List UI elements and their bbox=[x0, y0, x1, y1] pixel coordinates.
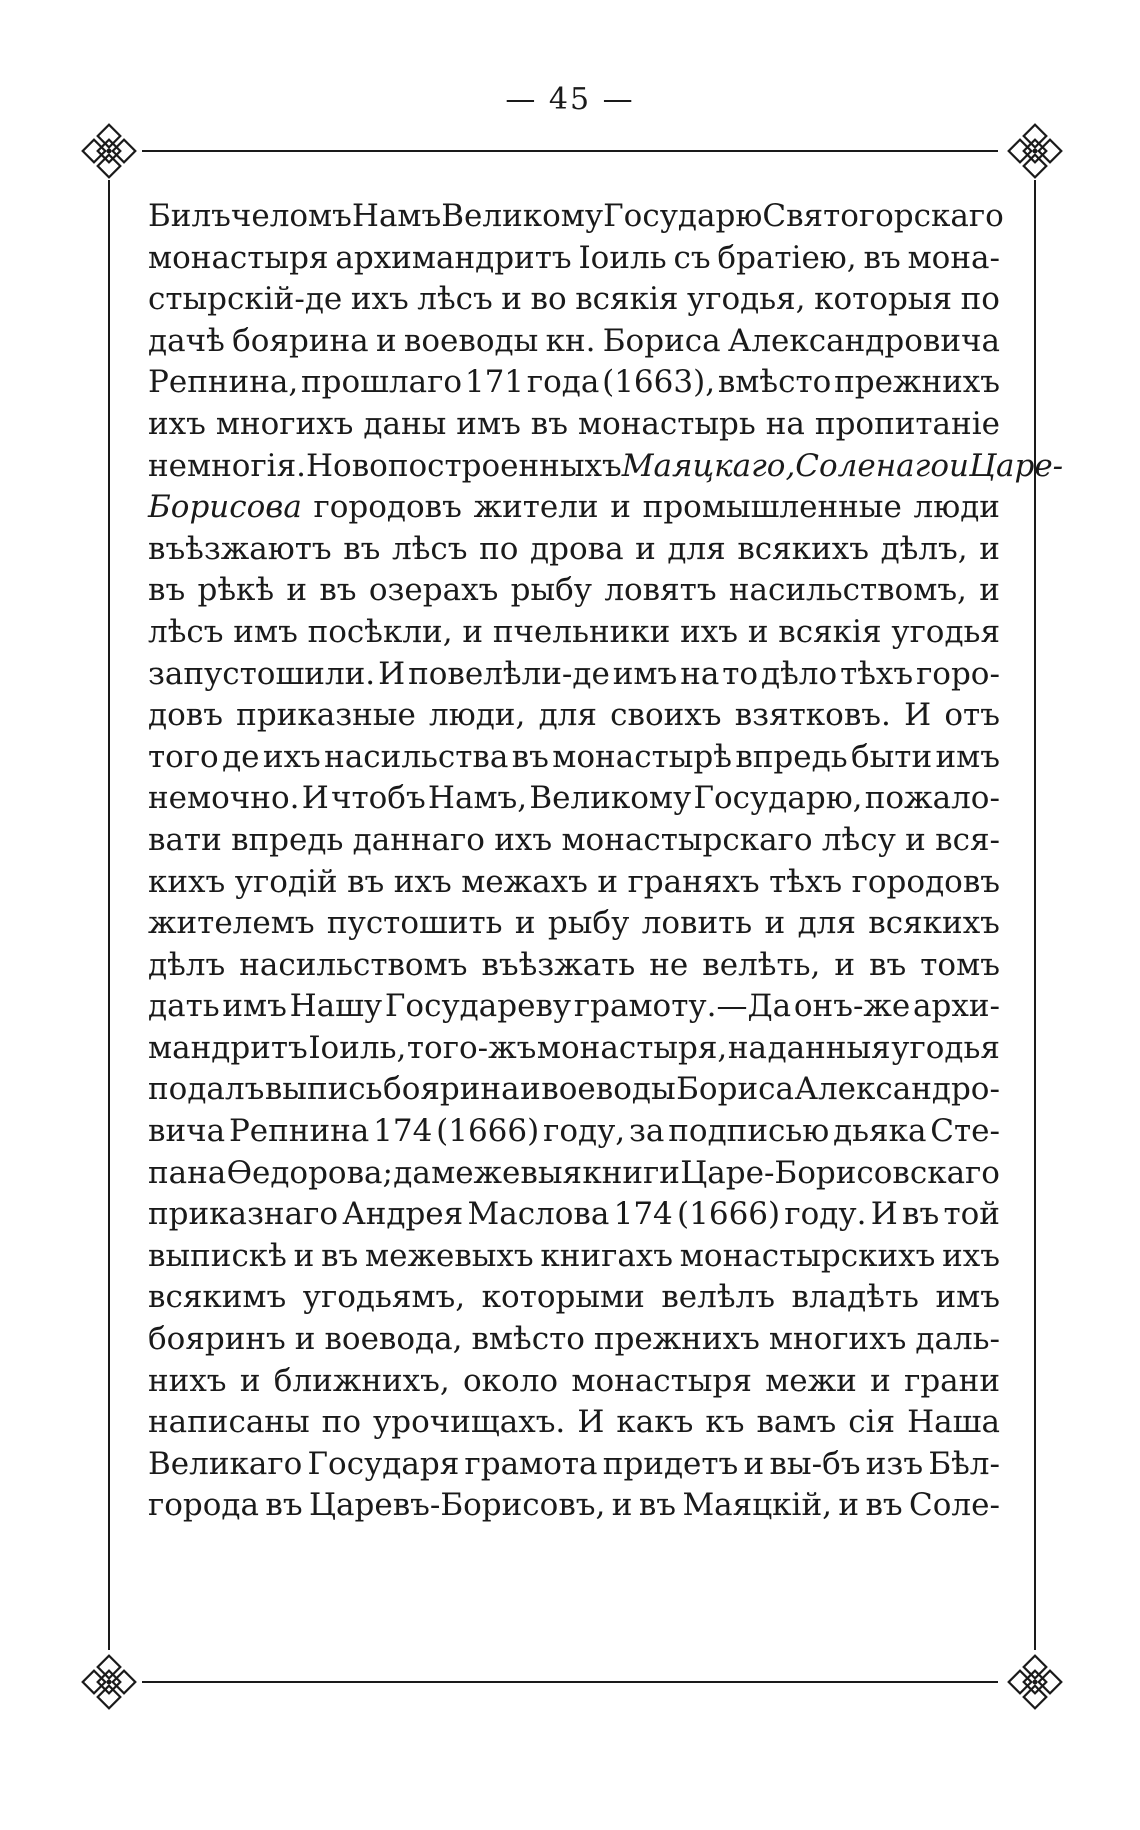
text-word: Царе- bbox=[968, 447, 1064, 484]
text-word: всякихъ bbox=[868, 905, 1000, 942]
text-word: ближнихъ, bbox=[273, 1362, 450, 1399]
text-word: рѣкѣ bbox=[197, 572, 275, 609]
text-word: 171 bbox=[464, 364, 525, 401]
text-word: имъ bbox=[456, 405, 521, 442]
text-word: и bbox=[635, 530, 656, 567]
text-line bbox=[148, 529, 1000, 571]
text-word: Бориса bbox=[676, 1071, 794, 1108]
text-word: многихъ bbox=[215, 405, 354, 442]
text-line bbox=[148, 487, 1000, 529]
text-word: тѣхъ bbox=[840, 655, 914, 692]
text-word: межевыхъ bbox=[365, 1237, 534, 1274]
text-word: дрова bbox=[530, 530, 624, 567]
text-word: грамота bbox=[464, 1445, 598, 1482]
text-word: и bbox=[375, 322, 397, 359]
text-word: вы-бъ bbox=[769, 1445, 861, 1482]
text-line bbox=[148, 654, 1000, 696]
text-word: вмѣсто bbox=[471, 1321, 585, 1358]
text-line bbox=[148, 362, 1000, 404]
text-word: прежнихъ bbox=[834, 364, 1000, 401]
text-word: во bbox=[530, 281, 567, 318]
text-word: ихъ bbox=[494, 821, 553, 858]
text-word: и bbox=[743, 1445, 765, 1482]
text-word: и bbox=[834, 946, 856, 983]
text-word: своихъ bbox=[610, 697, 722, 734]
text-line bbox=[148, 1028, 1000, 1070]
text-word: и bbox=[905, 821, 926, 858]
text-word: году. bbox=[784, 1196, 867, 1233]
text-word: Ѳедорова; bbox=[226, 1154, 393, 1191]
text-word: томъ bbox=[920, 946, 1000, 983]
text-word: въѣзжать bbox=[481, 946, 636, 983]
text-line bbox=[148, 1069, 1000, 1111]
text-word: той bbox=[943, 1196, 1000, 1233]
text-word: Іоиль bbox=[578, 239, 667, 276]
text-word: И bbox=[870, 1196, 898, 1233]
text-word: Борисова bbox=[148, 489, 302, 526]
text-word: и bbox=[611, 1487, 633, 1524]
text-word: монастырскаго bbox=[561, 821, 813, 858]
text-word: взятковъ. bbox=[734, 697, 891, 734]
text-word: да bbox=[393, 1154, 431, 1191]
frame-rule-bottom bbox=[142, 1681, 998, 1683]
text-word: того bbox=[148, 738, 219, 775]
text-word: Новопостроенныхъ bbox=[306, 447, 622, 484]
text-word: дачѣ bbox=[148, 322, 225, 359]
text-word: И bbox=[301, 780, 329, 817]
text-word: и bbox=[294, 1321, 316, 1358]
text-word: книгахъ bbox=[540, 1237, 674, 1274]
frame-rule-top bbox=[142, 150, 998, 152]
text-word: Репнина, bbox=[148, 364, 299, 401]
text-word: городовъ bbox=[851, 863, 1000, 900]
body-text bbox=[148, 196, 1064, 1527]
text-word: сія bbox=[848, 1404, 896, 1441]
text-word: грани bbox=[904, 1362, 1000, 1399]
text-word: угодья, bbox=[687, 281, 806, 318]
page-number: — 45 — bbox=[505, 82, 635, 117]
text-line bbox=[148, 778, 1000, 820]
text-word: приказные bbox=[236, 697, 416, 734]
text-word: стырскій-де bbox=[148, 281, 343, 318]
text-word: ихъ bbox=[393, 863, 452, 900]
text-word: даль- bbox=[915, 1321, 1000, 1358]
text-word: подалъ bbox=[148, 1071, 265, 1108]
text-word: и bbox=[764, 905, 786, 942]
text-word: для bbox=[667, 530, 726, 567]
text-word: лѣсу bbox=[821, 821, 896, 858]
text-word: Іоиль, bbox=[308, 1029, 407, 1066]
text-word: Маяцкаго, bbox=[621, 447, 796, 484]
corner-ornament-icon bbox=[1000, 1647, 1070, 1717]
text-word: вича bbox=[148, 1113, 226, 1150]
text-word: впредь bbox=[231, 821, 344, 858]
text-word: архи- bbox=[913, 988, 1000, 1025]
text-word: кихъ bbox=[148, 863, 226, 900]
text-word: И bbox=[904, 697, 932, 734]
text-word: довъ bbox=[148, 697, 223, 734]
text-word: мона- bbox=[907, 239, 1000, 276]
text-word: которыми bbox=[481, 1279, 645, 1316]
text-word: велѣлъ bbox=[661, 1279, 775, 1316]
text-word: имъ bbox=[612, 655, 678, 692]
text-word: владѣть bbox=[791, 1279, 919, 1316]
text-word: и bbox=[286, 572, 308, 609]
text-line bbox=[148, 1236, 1000, 1278]
text-line bbox=[148, 1444, 1000, 1486]
text-word: и bbox=[462, 613, 484, 650]
text-word: въ bbox=[511, 738, 549, 775]
text-word: монастыря, bbox=[536, 1029, 728, 1066]
text-word: ихъ bbox=[148, 405, 206, 442]
text-word: Великаго bbox=[148, 1445, 303, 1482]
text-word: года bbox=[526, 364, 600, 401]
text-word: имъ bbox=[222, 988, 287, 1025]
text-word: ихъ bbox=[680, 613, 738, 650]
corner-ornament-icon bbox=[1000, 116, 1070, 186]
text-word: межахъ bbox=[461, 863, 588, 900]
text-word: для bbox=[538, 697, 597, 734]
text-word: и bbox=[747, 613, 769, 650]
text-word: на bbox=[765, 405, 805, 442]
text-word: рыбу bbox=[547, 905, 630, 942]
text-word: дѣло bbox=[761, 655, 838, 692]
text-word: приказнаго bbox=[148, 1196, 338, 1233]
text-word: кн. bbox=[545, 322, 596, 359]
text-word: насильствомъ, bbox=[728, 572, 967, 609]
text-word: имъ bbox=[233, 613, 298, 650]
text-word: данныя bbox=[767, 1029, 891, 1066]
text-word: Репнина bbox=[228, 1113, 370, 1150]
text-word: выпись bbox=[264, 1071, 383, 1108]
text-line bbox=[148, 404, 1000, 446]
text-word: нихъ bbox=[148, 1362, 227, 1399]
text-word: пропитаніе bbox=[814, 405, 1000, 442]
text-word: братіею, bbox=[717, 239, 857, 276]
text-word: (1663), bbox=[602, 364, 716, 401]
text-word: немногія. bbox=[148, 447, 307, 484]
text-word: лѣсъ bbox=[148, 613, 224, 650]
text-word: въ bbox=[319, 572, 357, 609]
text-word: Царевъ-Борисовъ, bbox=[308, 1487, 606, 1524]
text-word: Государя bbox=[307, 1445, 460, 1482]
text-word: промышленные bbox=[642, 489, 902, 526]
text-word: въ bbox=[530, 405, 568, 442]
text-word: въ bbox=[869, 946, 907, 983]
text-word: монастыря bbox=[148, 239, 329, 276]
text-word: воеводы bbox=[403, 322, 539, 359]
text-word: ихъ bbox=[262, 738, 321, 775]
text-line bbox=[148, 321, 1000, 363]
text-word: воевода, bbox=[324, 1321, 463, 1358]
text-word: по bbox=[321, 1404, 361, 1441]
text-line bbox=[148, 945, 1000, 987]
text-word: дѣлъ bbox=[148, 946, 226, 983]
text-word: 174 bbox=[373, 1113, 433, 1150]
text-word: Государю bbox=[603, 198, 763, 234]
text-word: челомъ bbox=[230, 198, 352, 234]
text-word: жителемъ bbox=[148, 905, 315, 942]
text-word: межи bbox=[765, 1362, 857, 1399]
text-word: изъ bbox=[865, 1445, 924, 1482]
text-word: и bbox=[949, 447, 969, 484]
text-word: ихъ bbox=[942, 1237, 1000, 1274]
text-word: монастырѣ bbox=[552, 738, 732, 775]
text-word: книги bbox=[582, 1154, 680, 1191]
text-word: Государю, bbox=[693, 780, 863, 817]
text-line bbox=[148, 612, 1000, 654]
text-line bbox=[148, 196, 1004, 238]
text-line bbox=[148, 570, 1000, 612]
text-word: всякимъ bbox=[148, 1279, 287, 1316]
text-word: межевыя bbox=[431, 1154, 583, 1191]
text-word: вмѣсто bbox=[717, 364, 832, 401]
text-word: по bbox=[960, 281, 1000, 318]
text-word: многихъ bbox=[768, 1321, 907, 1358]
text-word: боярина bbox=[232, 322, 369, 359]
text-line bbox=[148, 820, 1000, 862]
text-word: прежнихъ bbox=[593, 1321, 760, 1358]
text-word: Намъ bbox=[351, 198, 442, 234]
text-word: на bbox=[680, 655, 720, 692]
text-word: Соленаго bbox=[795, 447, 949, 484]
text-word: угодья bbox=[891, 613, 1000, 650]
text-word: угодій bbox=[234, 863, 338, 900]
text-word: И bbox=[378, 655, 406, 692]
text-word: онъ-же bbox=[793, 988, 911, 1025]
text-word: и bbox=[597, 863, 619, 900]
text-line bbox=[148, 862, 1000, 904]
frame-rule-left bbox=[108, 180, 110, 1650]
text-word: для bbox=[797, 905, 856, 942]
text-word: по bbox=[479, 530, 519, 567]
text-word: Александро- bbox=[794, 1071, 1000, 1108]
text-word: имъ bbox=[935, 1279, 1000, 1316]
text-word: лѣсъ bbox=[392, 530, 468, 567]
text-word: пожало- bbox=[864, 780, 1000, 817]
corner-ornament-icon bbox=[74, 116, 144, 186]
text-word: угодьямъ, bbox=[302, 1279, 466, 1316]
text-line bbox=[148, 1277, 1000, 1319]
text-line bbox=[148, 1319, 1000, 1361]
text-word: Соле- bbox=[909, 1487, 1000, 1524]
text-line bbox=[148, 1153, 1000, 1195]
text-word: и bbox=[979, 530, 1000, 567]
text-line bbox=[148, 695, 1000, 737]
text-word: Великому bbox=[529, 780, 692, 817]
text-word: около bbox=[463, 1362, 559, 1399]
text-word: написаны bbox=[148, 1404, 310, 1441]
text-word: 174 bbox=[613, 1196, 673, 1233]
text-word: впредь bbox=[735, 738, 848, 775]
text-word: въѣзжаютъ bbox=[148, 530, 332, 567]
text-word: за bbox=[629, 1113, 665, 1150]
text-word: и bbox=[610, 489, 631, 526]
text-word: Наша bbox=[907, 1404, 1000, 1441]
text-word: Нашу bbox=[289, 988, 383, 1025]
text-word: насильствомъ bbox=[239, 946, 468, 983]
text-word: бояринъ bbox=[148, 1321, 286, 1358]
text-word: въ bbox=[638, 1487, 677, 1524]
text-word: которыя bbox=[814, 281, 953, 318]
text-word: пана bbox=[148, 1154, 227, 1191]
text-word: Сте- bbox=[930, 1113, 1000, 1150]
text-line bbox=[148, 986, 1000, 1028]
text-word: всякихъ bbox=[737, 530, 869, 567]
text-word: насильства bbox=[324, 738, 509, 775]
text-word: горо- bbox=[916, 655, 1000, 692]
text-word: всякія bbox=[778, 613, 882, 650]
text-word: городовъ bbox=[313, 489, 462, 526]
text-word: то bbox=[722, 655, 759, 692]
text-line bbox=[148, 903, 1000, 945]
text-word: посѣкли, bbox=[307, 613, 453, 650]
text-word: пустошить bbox=[326, 905, 503, 942]
text-word: И bbox=[577, 1404, 605, 1441]
text-word: и bbox=[870, 1362, 891, 1399]
text-word: всякія bbox=[575, 281, 679, 318]
text-word: и bbox=[838, 1487, 860, 1524]
text-word: чтобъ bbox=[330, 780, 426, 817]
text-word: люди, bbox=[429, 697, 526, 734]
text-word: монастырскихъ bbox=[679, 1237, 936, 1274]
text-line bbox=[148, 737, 1000, 779]
text-word: дать bbox=[148, 988, 220, 1025]
text-word: люди bbox=[913, 489, 1000, 526]
text-word: урочищахъ. bbox=[373, 1404, 566, 1441]
text-word: придетъ bbox=[602, 1445, 739, 1482]
text-word: выпискѣ bbox=[148, 1237, 287, 1274]
text-line bbox=[148, 279, 1000, 321]
text-line bbox=[148, 238, 1000, 280]
text-word: озерахъ bbox=[368, 572, 499, 609]
text-word: ловятъ bbox=[604, 572, 717, 609]
text-word: (1666) bbox=[436, 1113, 540, 1150]
text-word: ловить bbox=[641, 905, 753, 942]
text-word: въ bbox=[343, 530, 381, 567]
text-word: быти bbox=[850, 738, 933, 775]
text-word: дьяка bbox=[833, 1113, 927, 1150]
text-word: и bbox=[979, 572, 1000, 609]
text-word: и bbox=[520, 1071, 541, 1108]
text-word: Великому bbox=[441, 198, 604, 234]
text-word: Святогорскаго bbox=[762, 198, 1004, 234]
text-word: къ bbox=[705, 1404, 745, 1441]
text-word: подписью bbox=[668, 1113, 830, 1150]
text-word: и bbox=[514, 905, 536, 942]
text-word: того-жъ bbox=[406, 1029, 537, 1066]
text-word: немочно. bbox=[148, 780, 300, 817]
text-word: въ bbox=[148, 572, 186, 609]
text-word: де bbox=[222, 738, 260, 775]
text-word: мандритъ bbox=[148, 1029, 308, 1066]
text-word: даны bbox=[363, 405, 447, 442]
text-word: Намъ, bbox=[427, 780, 528, 817]
text-word: даннаго bbox=[352, 821, 485, 858]
frame-rule-right bbox=[1034, 180, 1036, 1650]
text-word: вся- bbox=[935, 821, 1000, 858]
text-line bbox=[148, 446, 1064, 488]
corner-ornament-icon bbox=[74, 1647, 144, 1717]
text-word: Билъ bbox=[148, 198, 231, 234]
text-word: и bbox=[239, 1362, 261, 1399]
text-word: жители bbox=[473, 489, 599, 526]
text-word: Бориса bbox=[602, 322, 721, 359]
text-word: вати bbox=[148, 821, 222, 858]
text-word: вамъ bbox=[756, 1404, 837, 1441]
text-word: какъ bbox=[616, 1404, 694, 1441]
text-word: не bbox=[649, 946, 689, 983]
text-word: въ bbox=[902, 1196, 940, 1233]
text-line bbox=[148, 1111, 1000, 1153]
text-word: монастыря bbox=[571, 1362, 752, 1399]
text-word: пчельники bbox=[492, 613, 671, 650]
text-word: рыбу bbox=[510, 572, 593, 609]
text-line bbox=[148, 1194, 1000, 1236]
text-word: Александровича bbox=[727, 322, 1000, 359]
text-word: Царе-Борисовскаго bbox=[680, 1154, 1000, 1191]
text-word: въ bbox=[347, 863, 385, 900]
text-word: граняхъ bbox=[627, 863, 760, 900]
text-word: грамоту.—Да bbox=[573, 988, 792, 1025]
text-word: Маслова bbox=[467, 1196, 610, 1233]
text-word: на bbox=[727, 1029, 767, 1066]
text-word: прошлаго bbox=[300, 364, 463, 401]
text-word: (1666) bbox=[677, 1196, 781, 1233]
text-word: дѣлъ, bbox=[880, 530, 968, 567]
text-word: и bbox=[501, 281, 522, 318]
text-word: въ bbox=[863, 239, 901, 276]
text-word: въ bbox=[865, 1487, 903, 1524]
text-word: велѣть, bbox=[702, 946, 821, 983]
text-word: воеводы bbox=[541, 1071, 676, 1108]
text-word: отъ bbox=[944, 697, 1000, 734]
text-word: повелѣли-де bbox=[408, 655, 610, 692]
text-line bbox=[148, 1402, 1000, 1444]
text-word: запустошили. bbox=[148, 655, 376, 692]
text-word: угодья bbox=[891, 1029, 1000, 1066]
text-word: Бѣл- bbox=[928, 1445, 1000, 1482]
text-word: и bbox=[293, 1237, 315, 1274]
text-word: Государеву bbox=[384, 988, 572, 1025]
text-word: боярина bbox=[383, 1071, 520, 1108]
text-word: въ bbox=[265, 1487, 303, 1524]
text-word: лѣсъ bbox=[417, 281, 493, 318]
text-word: тѣхъ bbox=[769, 863, 843, 900]
text-word: Маяцкій, bbox=[682, 1487, 832, 1524]
text-word: ихъ bbox=[350, 281, 409, 318]
text-word: съ bbox=[673, 239, 711, 276]
text-word: архимандритъ bbox=[335, 239, 572, 276]
text-word: Андрея bbox=[342, 1196, 464, 1233]
text-word: въ bbox=[321, 1237, 359, 1274]
text-word: монастырь bbox=[577, 405, 756, 442]
text-word: имъ bbox=[935, 738, 1000, 775]
text-line bbox=[148, 1485, 1000, 1527]
text-word: города bbox=[148, 1487, 259, 1524]
text-line bbox=[148, 1361, 1000, 1403]
text-word: году, bbox=[543, 1113, 626, 1150]
